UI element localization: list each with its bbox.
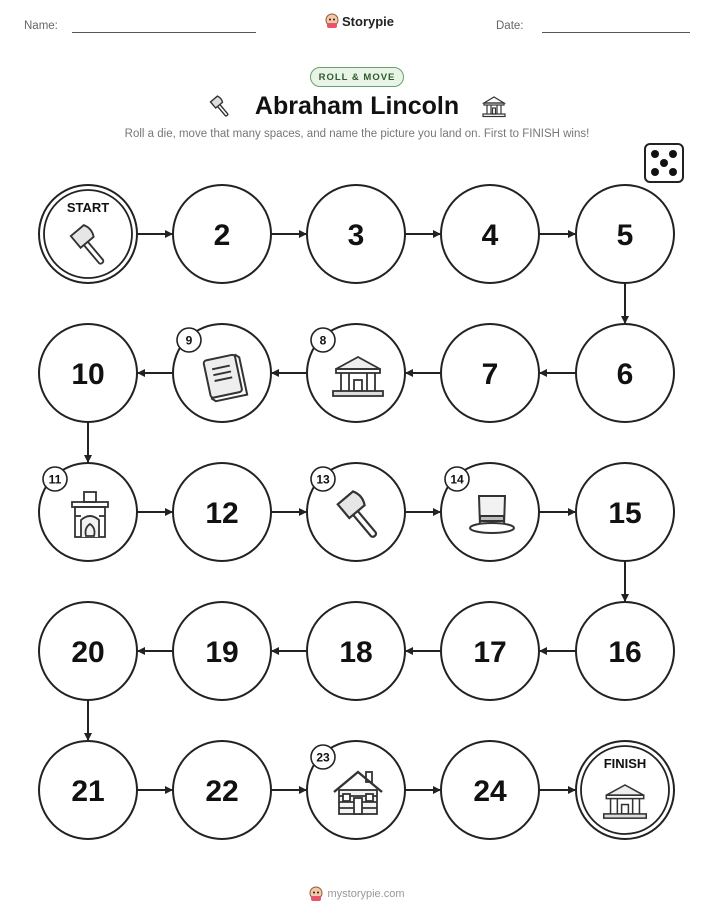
space-number: 17 — [473, 636, 507, 669]
space-number: 10 — [71, 358, 105, 391]
space-number-badge — [43, 467, 67, 491]
board-space-17 — [441, 602, 539, 700]
space-number: 3 — [347, 219, 365, 252]
space-number: 7 — [481, 358, 499, 391]
finish-space — [576, 741, 674, 839]
board-space-20 — [39, 602, 137, 700]
space-number: 15 — [608, 497, 642, 530]
space-number: 6 — [616, 358, 634, 391]
board-space-19 — [173, 602, 271, 700]
space-number-badge — [311, 745, 335, 769]
space-number-badge — [177, 328, 201, 352]
board-space-4 — [441, 185, 539, 283]
start-label: START — [66, 200, 110, 215]
space-number-badge — [311, 467, 335, 491]
space-number: 5 — [616, 219, 634, 252]
space-number: 22 — [205, 775, 239, 808]
board-space-8 — [307, 324, 405, 422]
space-number-badge — [311, 328, 335, 352]
instructions: Roll a die, move that many spaces, and name the picture you land on. First to FINISH wins! — [124, 128, 590, 140]
svg-text:9: 9 — [185, 333, 193, 348]
board-space-5 — [576, 185, 674, 283]
name-label: Name: — [24, 20, 58, 32]
footer — [0, 886, 714, 902]
brand-name: Storypie — [342, 13, 395, 29]
space-number: 24 — [473, 775, 507, 808]
space-number: 20 — [71, 636, 105, 669]
board-space-7 — [441, 324, 539, 422]
svg-text:13: 13 — [316, 472, 330, 487]
svg-text:14: 14 — [450, 472, 464, 487]
space-number: 12 — [205, 497, 239, 530]
board-space-16 — [576, 602, 674, 700]
board-space-15 — [576, 463, 674, 561]
board-space-3 — [307, 185, 405, 283]
space-number: 19 — [205, 636, 239, 669]
date-label: Date: — [496, 20, 524, 32]
activity-badge: ROLL & MOVE — [310, 67, 404, 87]
board-space-14 — [441, 463, 539, 561]
board-space-6 — [576, 324, 674, 422]
board-space-12 — [173, 463, 271, 561]
board-space-11 — [39, 463, 137, 561]
space-number: 16 — [608, 636, 642, 669]
svg-text:11: 11 — [48, 472, 62, 487]
board-space-13 — [307, 463, 405, 561]
board-space-21 — [39, 741, 137, 839]
svg-text:23: 23 — [316, 750, 330, 765]
board-space-24 — [441, 741, 539, 839]
space-number: 21 — [71, 775, 105, 808]
board-space-9 — [173, 324, 271, 422]
space-number: 4 — [481, 219, 499, 252]
board-space-2 — [173, 185, 271, 283]
storypie-mascot-icon — [309, 886, 323, 902]
finish-label: FINISH — [603, 756, 647, 771]
footer-url: mystorypie.com — [327, 888, 405, 900]
board-space-22 — [173, 741, 271, 839]
board-space-18 — [307, 602, 405, 700]
svg-text:8: 8 — [319, 333, 327, 348]
space-number: 18 — [339, 636, 373, 669]
start-space — [39, 185, 137, 283]
board-space-10 — [39, 324, 137, 422]
board-space-23 — [307, 741, 405, 839]
page-title: Abraham Lincoln — [254, 92, 460, 120]
space-number: 2 — [213, 219, 231, 252]
space-number-badge — [445, 467, 469, 491]
